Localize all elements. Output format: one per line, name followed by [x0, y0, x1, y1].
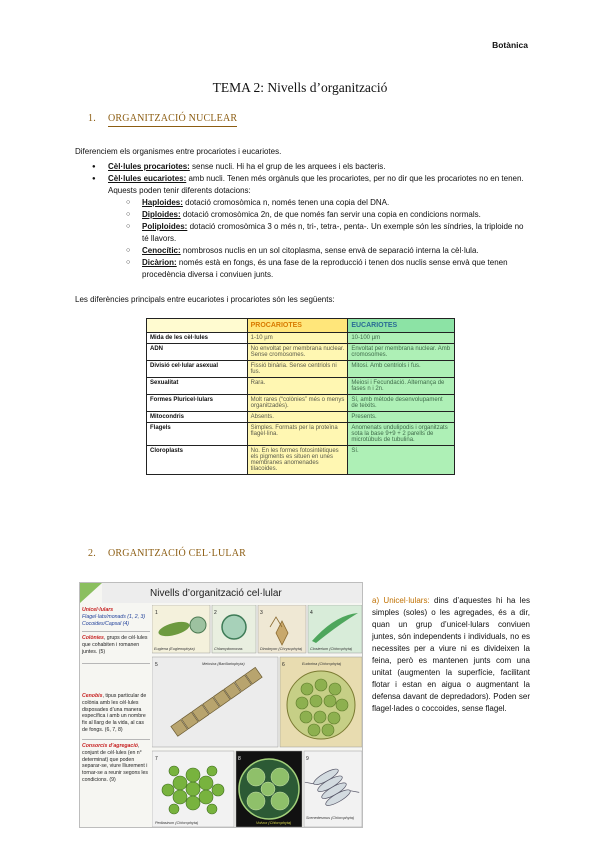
panel-number: 8 [238, 756, 241, 762]
list-item [126, 257, 530, 281]
divider [82, 631, 150, 632]
chlamydomonas-body [222, 615, 246, 639]
figure-block-consorcis [82, 743, 150, 784]
row-label: Flagels [147, 423, 248, 446]
header-cell [147, 319, 248, 333]
intro-paragraph: Diferenciem els organismes entre procariotes i eucariotes. [75, 147, 282, 156]
block-head: Unicel·lulars [82, 607, 114, 613]
block-head: Consorcis d’agregació [82, 743, 138, 749]
table-row [147, 395, 455, 412]
procariota-cell: Simples. Formats per la proteïna flagel·lina. [247, 423, 348, 446]
panel-number: 3 [260, 610, 263, 616]
eucariota-cell: Sí. [348, 446, 455, 475]
subject-header: Botànica [492, 40, 528, 50]
sub-term: Cenocític: [142, 246, 181, 255]
figure-title: Nivells d’organització cel·lular [102, 583, 362, 603]
procariota-cell: Absents. [247, 412, 348, 423]
caption-chlamydomonas: Chlamydomonas [214, 647, 243, 651]
table-row [147, 361, 455, 378]
procariota-cell: Fissió binària. Sense centriols ni fus. [247, 361, 348, 378]
eucariota-cell: Meiosi i Fecundació. Alternança de fases n i 2n. [348, 378, 455, 395]
procariota-cell: No. En les formes fotosintètiques els pigments es situen en unes membranes anomenades tilacoides. [247, 446, 348, 475]
sub-text: dotació cromosòmica 3 o més n, tri-, tetra-, penta-. Un exemple són les síndries, la triploide no té llavors. [142, 222, 524, 243]
header-eucariotes: EUCARIOTES [348, 319, 455, 333]
pediastrum-cells [162, 766, 224, 814]
panel-number: 5 [155, 662, 158, 668]
row-label: Divisió cel·lular asexual [147, 361, 248, 378]
block-line: Cocoides/Capsal (4) [82, 620, 129, 627]
corner-accent [80, 583, 102, 603]
unicellular-paragraph [372, 595, 530, 715]
bullet-text: amb nucli. Tenen més orgànuls que les procariotes, per no dir que les procariotes no en tenen. Aquests poden tenir diferents dotacions: [108, 174, 524, 195]
panel-number: 6 [282, 662, 285, 668]
table-intro: Les diferències principals entre eucariotes i procariotes són les següents: [75, 295, 335, 304]
table-row [147, 446, 455, 475]
section-1-title: ORGANITZACIÓ NUCLEAR [108, 113, 238, 124]
panel-number: 2 [214, 610, 217, 616]
comparison-table [146, 318, 455, 475]
sub-text: dotació cromosòmica n, només tenen una copia del DNA. [182, 198, 390, 207]
eucariota-cell: Presents. [348, 412, 455, 423]
table-row [147, 333, 455, 344]
row-label: Mida de les cèl·lules [147, 333, 248, 344]
eucariota-cell: Anomenats undulipodis i organitzats sota la base 9+9 + 2 parells de microtúbuls de tubulina. [348, 423, 455, 446]
figure-block-cenobis [82, 693, 150, 734]
bullet-text: sense nucli. Hi ha el grup de les arquees i els bacteris. [189, 162, 386, 171]
block-line: Flagel·lats/monads (1, 2, 3) [82, 613, 146, 620]
list-item [126, 245, 530, 257]
block-body: , grups de cèl·lules que cohabiten i romanen juntes. (5) [82, 635, 148, 655]
section-1-number: 1. [88, 113, 96, 124]
caption-melosira: Melosira (Bacillariophyta) [202, 662, 245, 666]
row-label: Sexualitat [147, 378, 248, 395]
procariota-cell: Molt rares (“colònies” més o menys organitzades). [247, 395, 348, 412]
section-1-underline [108, 126, 237, 127]
dotation-list [126, 197, 530, 281]
chlamydomonas-cell [190, 617, 206, 633]
caption-eudorina: Eudorina (Chlorophyta) [302, 662, 342, 666]
divider [82, 739, 150, 740]
caption-pediastrum: Pediastrum (Chlorophyta) [155, 821, 199, 825]
eucariota-cell: Mitosi. Amb centriols i fus. [348, 361, 455, 378]
sub-text: només està en fongs, és una fase de la reproducció i tenen dos nuclis sense envà que tenen procedència diversa i conviuen junts. [142, 258, 508, 279]
sub-term: Poliploides: [142, 222, 188, 231]
panel-number: 7 [155, 756, 158, 762]
sub-text: nombrosos nuclis en un sol citoplasma, sense envà de separació interna la cèl·lula. [180, 246, 479, 255]
eucariota-cell: 10-100 µm [348, 333, 455, 344]
section-2-number: 2. [88, 548, 96, 559]
procariota-cell: 1-10 µm [247, 333, 348, 344]
block-head: Cenobis [82, 693, 103, 699]
section-1-heading [88, 113, 237, 124]
section-2-heading [88, 548, 246, 559]
caption-volvox: Volvox (Chlorophyta) [256, 821, 292, 825]
caption-closterium: Closterium (Chlorophyta) [310, 647, 353, 651]
procariota-cell: Rara. [247, 378, 348, 395]
eucariota-cell: Sí, amb mètode desenvolupament de teixits. [348, 395, 455, 412]
list-item [92, 173, 530, 281]
panel-number: 9 [306, 756, 309, 762]
table-row [147, 423, 455, 446]
sub-text: dotació cromosòmica 2n, de que només fan servir una copia en condicions normals. [180, 210, 481, 219]
eucariota-cell: Envoltat per membrana nuclear. Amb cromosomes. [348, 344, 455, 361]
cell-types-list [92, 161, 530, 281]
panel-closterium [308, 605, 362, 653]
unicellular-label: a) Unicel·lulars: [372, 596, 430, 605]
sub-term: Diploides: [142, 210, 181, 219]
list-item [92, 161, 530, 173]
row-label: Mitocondris [147, 412, 248, 423]
figure-block-colonies [82, 635, 150, 655]
cell-organization-figure [79, 582, 363, 828]
table-row [147, 412, 455, 423]
bullet-term: Cèl·lules procariotes: [108, 162, 190, 171]
table-header-row [147, 319, 455, 333]
row-label: Cloroplasts [147, 446, 248, 475]
panel-number: 1 [155, 610, 158, 616]
micrograph-collage [152, 605, 362, 827]
panel-number: 4 [310, 610, 313, 616]
block-head: Colònies [82, 635, 104, 641]
block-body: , tipus particular de colònia amb les cèl·lules disposades d’una manera específica i amb un nombre fix al llarg de la vida, al cas de fongs. (6, 7, 8) [82, 693, 147, 733]
unicellular-text: dins d’aquestes hi ha les simples (soles) o les agregades, és a dir, quan un grup d’unicel·lulars conviuen juntes, són independents i individuals, no es necessites per a viure ni es divideixen la feina, però es mantenen junts com una unitat (augmenten la superfície, facilitant flotar i estan en aigua o augmentant la defensa davant de depredadors). Poden ser flagel·lades o coccoides, sense flagel. [372, 596, 530, 713]
caption-dinobryon: Dinobryon (Chrysophyta) [260, 647, 303, 651]
list-item [126, 221, 530, 245]
sub-term: Dicàrion: [142, 258, 177, 267]
page-title: TEMA 2: Nivells d’organització [212, 80, 388, 95]
row-label: ADN [147, 344, 248, 361]
block-body: , conjunt de cèl·lules (en n° determinat) que poden separar-se, viure lliurement i tornar-se a reunir segons les condicions. (9) [82, 743, 149, 783]
table-row [147, 344, 455, 361]
caption-scenedesmus: Scenedesmus (Chlorophyta) [306, 816, 355, 820]
header-procariotes: PROCARIOTES [247, 319, 348, 333]
figure-block-unicellular [82, 607, 150, 627]
procariota-cell: No envoltat per membrana nuclear. Sense cromosomes. [247, 344, 348, 361]
bullet-term: Cèl·lules eucariotes: [108, 174, 187, 183]
section-2-title: ORGANITZACIÓ CEL·LULAR [108, 548, 246, 559]
divider [82, 663, 150, 664]
table-row [147, 378, 455, 395]
list-item [126, 209, 530, 221]
row-label: Formes Pluricel·lulars [147, 395, 248, 412]
list-item [126, 197, 530, 209]
caption-euglena: Euglena (Euglenophyta) [154, 647, 195, 651]
sub-term: Haploides: [142, 198, 183, 207]
